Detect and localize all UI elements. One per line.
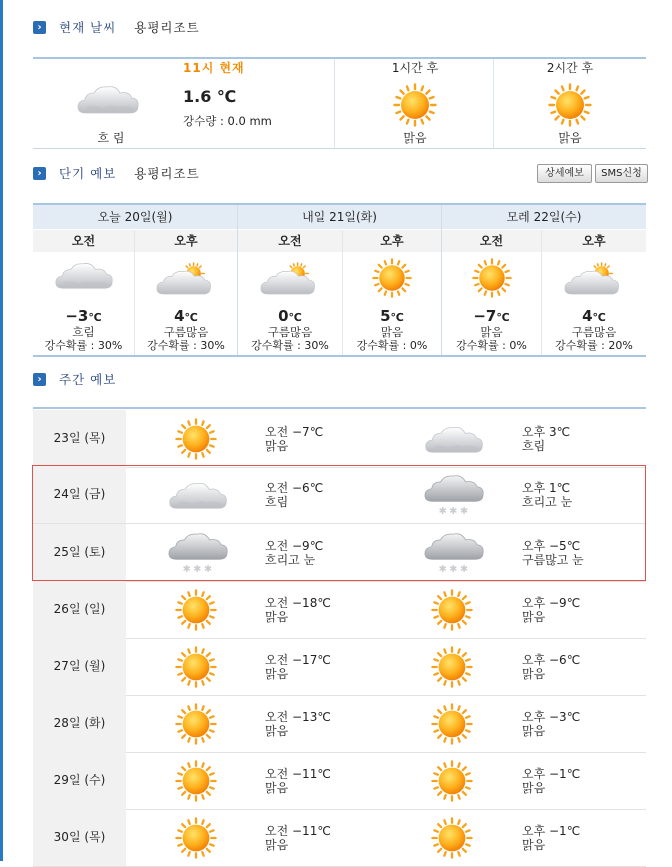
precipitation: 강수량 : 0.0 mm [183,114,272,128]
sun-icon [372,258,412,298]
condition: 구름많음 [163,325,209,339]
sun-icon [431,760,473,802]
sun-icon [175,760,217,802]
pm-forecast [522,425,570,453]
current-weather-panel [33,57,646,149]
pm-forecast [522,710,580,738]
period-header: 오전 [33,230,134,252]
sun-icon [431,589,473,631]
am-forecast [265,596,331,624]
am-temperature: 오전 −11℃ [265,767,331,781]
temperature-unit: ℃ [88,311,102,324]
date-cell: 25일 (토) [33,524,126,581]
partly-cloudy-icon [156,260,216,298]
date-cell: 26일 (일) [33,581,126,638]
am-condition: 맑음 [265,781,289,795]
period-header: 오전 [238,230,342,252]
chevron-right-icon: › [33,373,46,386]
am-forecast [265,824,331,852]
temperature-unit: ℃ [184,311,198,324]
temperature-value: 0 [278,307,289,325]
chevron-right-icon: › [33,167,46,180]
pm-condition: 맑음 [522,724,546,738]
condition: 맑음 [480,325,503,339]
temperature [442,308,541,326]
pm-condition: 맑음 [522,667,546,681]
temperature-value: 4 [174,307,185,325]
section-title: 현재 날씨 [59,20,117,35]
am-temperature: 오전 −11℃ [265,824,331,838]
date-cell: 27일 (월) [33,638,126,695]
sms-signup-button[interactable]: SMS신청 [595,164,648,183]
precip-probability: 강수확률 : 30% [44,339,123,352]
short-forecast-table [33,203,646,357]
pm-forecast [522,596,580,624]
date-cell: 23일 (목) [33,410,126,467]
am-forecast [265,710,331,738]
temperature-unit: ℃ [592,311,606,324]
condition: 구름많음 [267,325,313,339]
pm-temperature: 오후 −5℃ [522,539,581,553]
table-row [33,638,646,696]
am-temperature: 오전 −17℃ [265,653,331,667]
pm-condition: 맑음 [522,781,546,795]
forecast-column [442,252,541,353]
am-temperature: 오전 −9℃ [265,539,324,553]
am-condition: 흐림 [265,495,289,509]
temperature-unit: ℃ [390,311,404,324]
day-header: 모레 22일(수) [442,205,646,229]
temperature-unit: ℃ [288,311,302,324]
sun-icon [175,589,217,631]
partly-cloudy-icon [260,260,320,298]
am-forecast [265,653,331,681]
condition: 흐림 [72,325,95,339]
sun-icon [175,817,217,859]
precip-probability: 강수확률 : 30% [251,339,329,352]
am-condition: 맑음 [265,724,289,738]
sun-icon [175,703,217,745]
am-condition: 맑음 [265,610,289,624]
sun-icon [175,418,217,460]
pm-condition: 구름많고 눈 [522,553,584,567]
condition: 구름많음 [571,325,617,339]
sun-icon [393,83,437,127]
sun-icon [472,258,512,298]
period-header: 오후 [135,230,237,252]
am-condition: 맑음 [265,439,289,453]
forecast-column [542,252,646,353]
sun-icon [431,703,473,745]
am-forecast [265,767,331,795]
temperature-unit: ℃ [496,311,510,324]
day-header: 오늘 20일(월) [33,205,237,229]
forecast-column [135,252,237,353]
pm-forecast [522,824,580,852]
date-cell: 30일 (목) [33,809,126,866]
am-condition: 흐리고 눈 [265,553,316,567]
temperature-value: −3 [65,307,89,325]
cloudy-icon [76,83,140,117]
highlight-box [32,465,646,581]
cloudy-icon [423,424,485,456]
now-temperature: 1.6 ℃ [183,87,237,106]
precip-probability: 강수확률 : 30% [147,339,225,352]
partly-cloudy-icon [564,260,624,298]
left-accent-bar [0,0,3,861]
now-label: 11시 현재 [183,61,245,75]
temperature [238,308,342,326]
detail-forecast-button[interactable]: 상세예보 [537,164,592,183]
table-row [33,809,646,867]
pm-forecast [522,767,580,795]
after-2h-condition: 맑음 [558,131,582,145]
forecast-column [343,252,441,353]
forecast-column [33,252,134,353]
table-row [33,695,646,753]
pm-temperature: 오후 1℃ [522,481,571,495]
pm-condition: 맑음 [522,838,546,852]
am-temperature: 오전 −6℃ [265,481,324,495]
pm-temperature: 오후 3℃ [522,425,571,439]
day-header: 내일 21일(화) [238,205,441,229]
pm-temperature: 오후 −1℃ [522,767,581,781]
temperature [33,308,134,326]
period-header: 오후 [343,230,441,252]
pm-temperature: 오후 −6℃ [522,653,581,667]
current-weather-header [33,18,200,36]
temperature [343,308,441,326]
cloudy-icon [54,260,114,292]
am-temperature: 오전 −13℃ [265,710,331,724]
precip-probability: 강수확률 : 0% [456,339,527,352]
date-cell: 28일 (화) [33,695,126,752]
sun-icon [431,817,473,859]
pm-condition: 흐림 [522,439,546,453]
location-label: 용평리조트 [134,166,200,181]
forecast-column [238,252,342,353]
sun-icon [175,646,217,688]
weekly-forecast-header [33,370,134,388]
am-forecast [265,425,323,453]
temperature-value: 5 [380,307,391,325]
temperature [542,308,646,326]
pm-condition: 맑음 [522,610,546,624]
after-1h-condition: 맑음 [403,131,427,145]
precip-probability: 강수확률 : 20% [555,339,633,352]
chevron-right-icon: › [33,21,46,34]
condition: 맑음 [380,325,404,339]
am-temperature: 오전 −7℃ [265,425,324,439]
period-header: 오전 [442,230,541,252]
date-cell: 29일 (수) [33,752,126,809]
after-2h-label: 2시간 후 [546,61,594,75]
am-condition: 맑음 [265,667,289,681]
date-cell: 24일 (금) [33,466,126,523]
table-row [33,581,646,639]
location-label: 용평리조트 [134,20,200,35]
period-header: 오후 [542,230,646,252]
pm-condition: 흐리고 눈 [522,495,573,509]
sun-icon [431,646,473,688]
precip-probability: 강수확률 : 0% [356,339,428,352]
table-row [33,410,646,468]
after-1h-label: 1시간 후 [391,61,439,75]
now-condition: 흐 림 [97,131,125,145]
section-title: 주간 예보 [59,372,117,387]
temperature [135,308,237,326]
table-row [33,752,646,810]
pm-temperature: 오후 −3℃ [522,710,581,724]
temperature-value: 4 [582,307,593,325]
am-temperature: 오전 −18℃ [265,596,331,610]
sun-icon [548,83,592,127]
temperature-value: −7 [473,307,497,325]
pm-temperature: 오후 −1℃ [522,824,581,838]
pm-forecast [522,653,580,681]
pm-temperature: 오후 −9℃ [522,596,581,610]
short-forecast-header [33,164,200,182]
am-condition: 맑음 [265,838,289,852]
section-title: 단기 예보 [59,166,117,181]
